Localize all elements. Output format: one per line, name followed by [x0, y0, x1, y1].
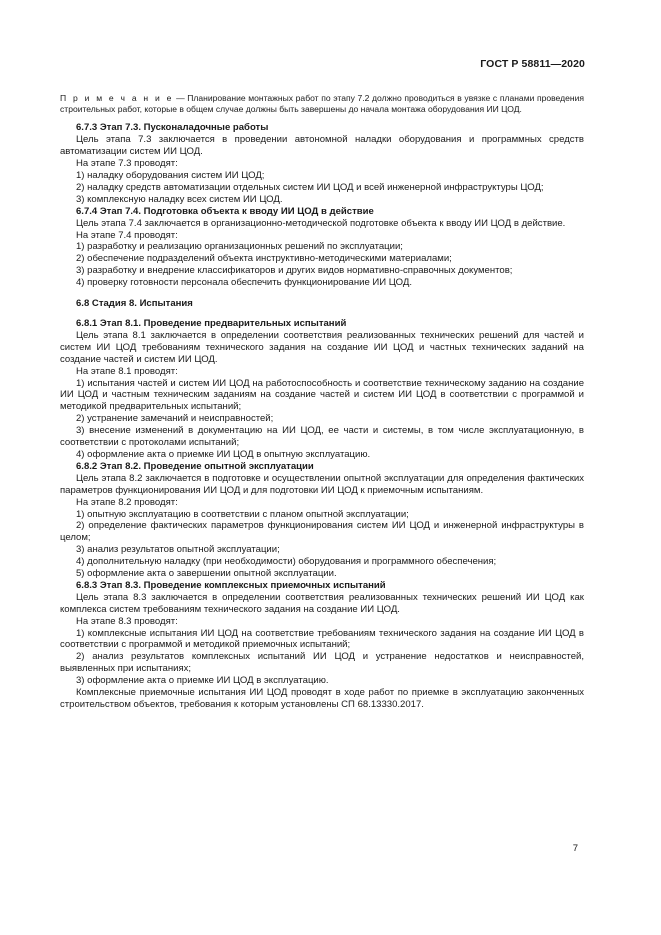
note	[60, 93, 584, 114]
list-item: 3) комплексную наладку всех систем ИИ ЦОД.	[76, 193, 283, 205]
paragraph: На этапе 8.3 проводят:	[76, 615, 178, 627]
paragraph: Цель этапа 8.3 заключается в определении соответствия реализованных технических решений ИИ ЦОД как комплекса систем требованиям технического задания на создание ИИ ЦОД.	[60, 591, 584, 615]
note-label: П р и м е ч а н и е	[60, 93, 174, 103]
paragraph: На этапе 8.1 проводят:	[76, 365, 178, 377]
section-heading-6-8-3: 6.8.3 Этап 8.3. Проведение комплексных приемочных испытаний	[76, 579, 386, 591]
paragraph: Цель этапа 7.4 заключается в организационно-методической подготовке объекта к вводу ИИ ЦОД в действие.	[76, 217, 566, 229]
list-item: 3) внесение изменений в документацию на ИИ ЦОД, ее части и системы, в том числе эксплуатационную, в соответствии с протоколами испытаний;	[60, 425, 584, 449]
list-item: 2) наладку средств автоматизации отдельных систем ИИ ЦОД и всей инженерной инфраструктуры ЦОД;	[76, 181, 544, 193]
list-item: 1) комплексные испытания ИИ ЦОД на соответствие требованиям технического задания на создание ИИ ЦОД в соответствии с программой и методикой приемочных испытаний;	[60, 627, 584, 651]
list-item: 4) оформление акта о приемке ИИ ЦОД в опытную эксплуатацию.	[76, 448, 371, 460]
paragraph: На этапе 7.3 проводят:	[76, 158, 178, 170]
list-item: 1) наладку оборудования систем ИИ ЦОД;	[76, 170, 265, 182]
list-item: 3) оформление акта о приемке ИИ ЦОД в эксплуатацию.	[76, 675, 329, 687]
list-item: 4) проверку готовности персонала обеспечить функционирование ИИ ЦОД.	[76, 277, 412, 289]
standard-code: ГОСТ Р 58811—2020	[480, 58, 585, 70]
list-item: 2) обеспечение подразделений объекта инструктивно-методическими материалами;	[76, 253, 452, 265]
paragraph: На этапе 8.2 проводят:	[76, 496, 178, 508]
list-item: 4) дополнительную наладку (при необходимости) оборудования и программного обеспечения;	[76, 556, 497, 568]
list-item: 1) разработку и реализацию организационных решений по эксплуатации;	[76, 241, 403, 253]
list-item: 2) определение фактических параметров функционирования систем ИИ ЦОД и инженерной инфраструктуры в целом;	[60, 520, 584, 544]
section-heading-6-8-1: 6.8.1 Этап 8.1. Проведение предварительных испытаний	[76, 318, 347, 329]
list-item: 1) испытания частей и систем ИИ ЦОД на работоспособность и соответствие техническому заданию на создание ИИ ЦОД и частным техническим заданиям на создание частей и систем ИИ ЦОД в соответствии с программой и методикой предварительных испытаний;	[60, 377, 584, 413]
list-item: 2) устранение замечаний и неисправностей;	[76, 413, 274, 425]
section-heading-6-7-3: 6.7.3 Этап 7.3. Пусконаладочные работы	[76, 122, 269, 134]
list-item: 3) анализ результатов опытной эксплуатации;	[76, 544, 280, 556]
paragraph: На этапе 7.4 проводят:	[76, 229, 178, 241]
list-item: 1) опытную эксплуатацию в соответствии с планом опытной эксплуатации;	[76, 508, 409, 520]
page-number: 7	[572, 843, 578, 854]
list-item: 3) разработку и внедрение классификаторов и других видов нормативно-справочных документов;	[76, 265, 513, 277]
paragraph: Цель этапа 8.1 заключается в определении соответствия реализованных технических решений для частей и систем ИИ ЦОД требованиям технического задания на создание ИИ ЦОД и частных технических заданий на создание частей и систем ИИ ЦОД.	[60, 329, 584, 365]
paragraph: Цель этапа 7.3 заключается в проведении автономной наладки оборудования и программных средств автоматизации систем ИИ ЦОД.	[60, 134, 584, 158]
paragraph: Цель этапа 8.2 заключается в подготовке и осуществлении опытной эксплуатации для определения фактических параметров функционирования ИИ ЦОД и для подготовки ИИ ЦОД к приемочным испытаниям.	[60, 472, 584, 496]
list-item: 5) оформление акта о завершении опытной эксплуатации.	[76, 568, 337, 580]
section-heading-6-8-2: 6.8.2 Этап 8.2. Проведение опытной эксплуатации	[76, 460, 314, 472]
section-heading-6-8: 6.8 Стадия 8. Испытания	[76, 298, 193, 310]
note-text: — Планирование монтажных работ по этапу 7.2 должно проводиться в увязке с планами проведения строительных работ, которые в общем случае должны быть завершены до начала монтажа оборудования ИИ ЦОД.	[60, 93, 584, 114]
section-heading-6-7-4: 6.7.4 Этап 7.4. Подготовка объекта к вводу ИИ ЦОД в действие	[76, 205, 374, 217]
page-content	[60, 93, 584, 711]
list-item: 2) анализ результатов комплексных испытаний ИИ ЦОД и устранение недостатков и неисправностей, выявленных при испытаниях;	[60, 651, 584, 675]
paragraph: Комплексные приемочные испытания ИИ ЦОД проводят в ходе работ по приемке в эксплуатацию законченных строительством объектов, требования к которым установлены СП 68.13330.2017.	[60, 687, 584, 710]
